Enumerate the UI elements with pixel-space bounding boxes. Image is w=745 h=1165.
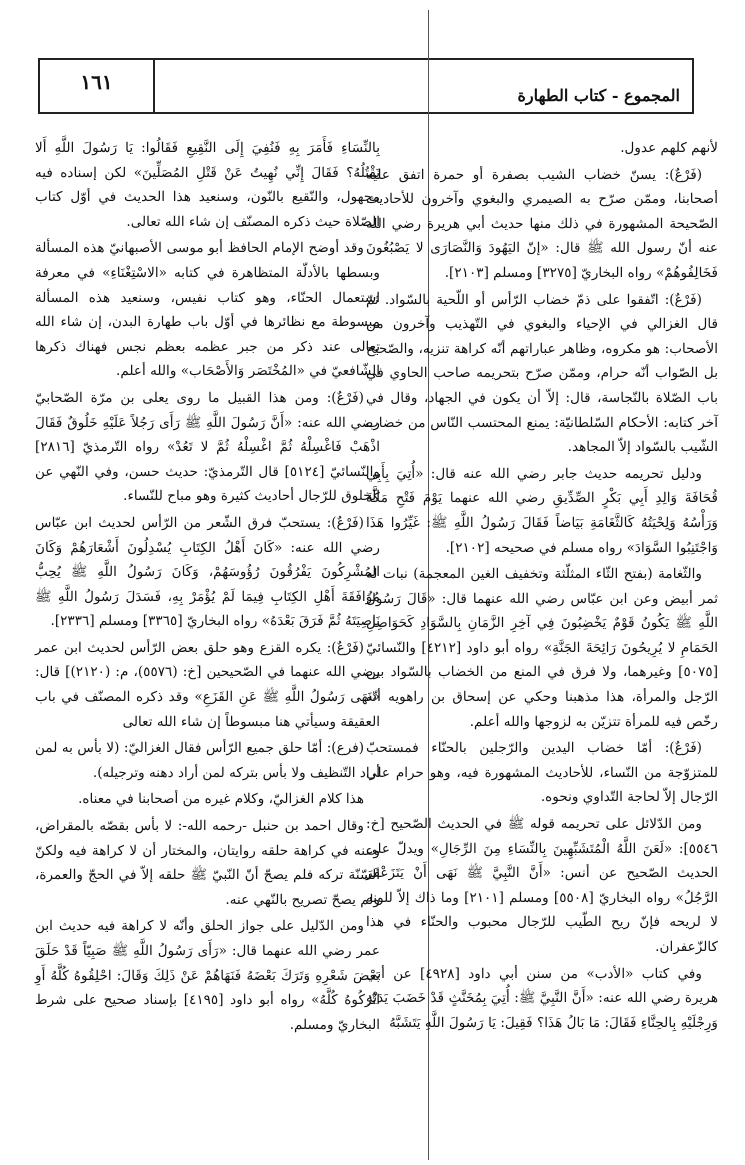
paragraph: (فَرْعٌ): يستحبّ فرق الشّعر من الرّأس لحديث ابن عبّاس رضي الله عنه: «كَانَ أَهْلُ الكِتَابِ يُسْدِلُونَ أَشْعَارَهُمْ وَكَانَ المُشْرِكُونَ يَفْرُقُونَ رُؤُوسَهُمْ، وَكَانَ رَسُولُ اللَّهِ ﷺ يُحِبُّ مُوَافَقَةَ أَهْلِ الكِتَابِ فِيمَا لَمْ يُؤْمَرْ بِهِ، فَسَدَلَ رَسُولُ اللَّهِ ﷺ نَاصِيَتَهُ ثُمَّ فَرَقَ بَعْدَهُ» رواه البخاريّ [٣٣٦٥] ومسلم [٢٣٣٦]. [35,514,380,630]
page-header [38,58,694,114]
paragraph: وقد أوضح الإمام الحافظ أبو موسى الأصبهانيّ هذه المسألة وبسطها بالأدلّة المتظاهرة في كتابه «الاسْتِغْنَاءِ» في معرفة استعمال الحنّاء، وهو كتاب نفيس، وسنعيد هذه المسألة مبسوطة مع نظائرها في أوّل باب طهارة البدن، إن شاء الله تعالى عند ذكر من جبر عظمه بعظم نجس فهناك ذكرها الشّافعيّ في «المُخْتَصَر وَالأَصْحَاب» والله أعلم. [35,240,380,380]
paragraph: (فَرْعٌ): يكره القزع وهو حلق بعض الرّأس لحديث ابن عمر رضي الله عنهما في الصّحيحين [خ: (٥٥٧٦)، م: (٢١٢٠)] قال: «نَهَى رَسُولُ اللَّهِ ﷺ عَنِ القَزَعِ» وقد ذكره المصنّف في باب العقيقة وسيأتي هنا مبسوطاً إن شاء الله تعالى [35,639,380,730]
paragraph: بِالنِّسَاءِ فَأَمَرَ بِهِ فَنُفِيَ إِلَى النَّقِيعِ فَقَالُوا: يَا رَسُولَ اللَّهِ أَلا نَقْتُلُهُ؟ فَقَالَ إِنِّي نُهِيتُ عَنْ قَتْلِ المُصَلِّينَ» لكن إسناده فيه مجهول، والنّقيع بالنّون، وسنعيد هذا الحديث في أوّل كتاب الصّلاة حيث ذكره المصنّف إن شاء الله تعالى. [35,140,380,230]
left-text-column [35,136,380,1039]
paragraph: (فَرْعٌ): اتّفقوا على ذمّ خضاب الرّأس أو اللّحية بالسّواد. ثمّ قال الغزالي في الإحياء والبغوي في التّهذيب وآخرون من الأصحاب: هو مكروه، وظاهر عباراتهم أنّه كراهة تنزيه، والصّحيح بل الصّواب أنّه حرام، وممّن صرّح بتحريمه صاحب الحاوي في باب الصّلاة بالنّجاسة، قال: إلاّ أن يكون في الجهاد، وقال في آخر كتابه: الأحكام السّلطانيّة: يمنع المحتسب النّاس من خضاب الشّيب بالسّواد إلاّ المجاهد. [366,291,718,456]
paragraph: (فرع): أمّا حلق جميع الرّأس فقال الغزاليّ: (لا بأس به لمن أراد التّنظيف ولا بأس بتركه لمن أراد دهنه وترجيله). [35,740,380,781]
paragraph: وقال احمد بن حنبل -رحمه الله-: لا بأس بقصّه بالمقراض، وعنه في كراهة حلقه روايتان، والمختار أن لا كراهة فيه ولكنّ السّنّة تركه فلم يصحّ أنّ النّبيّ ﷺ حلقه إلاّ في الحجّ والعمرة، ولم يصحّ تصريح بالنّهي عنه. [35,818,380,908]
paragraph: هذا كلام الغزاليّ، وكلام غيره من أصحابنا في معناه. [78,791,364,808]
paragraph: ومن الدّلائل على تحريمه قوله ﷺ في الحديث الصّحيح [خ: ٥٥٤٦]: «لَعَنَ اللَّهُ الْمُتَشَبِّهِينَ بِالنِّسَاءِ مِنَ الرِّجَالِ» ويدلّ على الحديث الصّحيح عن أنس: «أَنَّ النَّبِيَّ ﷺ نَهَى أَنْ يَتَزَعْفَرَ الرَّجُلُ» رواه البخاريّ [٥٥٠٨] ومسلم [٢١٠١] وما ذاك إلاّ للونه لا لريحه فإنّ ريح الطّيب للرّجال محبوب والحنّاء في هذا كالزّعفران. [366,816,718,955]
paragraph: (فَرْعٌ): يسنّ خضاب الشيب بصفرة أو حمرة اتفق عليه أصحابنا، وممّن صرّح به الصيمري والبغوي وآخرون للأحاديث الصّحيحة المشهورة في ذلك منها حديث أبي هريرة رضي الله عنه أنّ رسول الله ﷺ قال: «إنّ اليَهُودَ وَالنَّصَارَى لا يَصْبُغُونَ فَخَالِفُوهُمْ» رواه البخاريّ [٣٢٧٥] ومسلم [٢١٠٣]. [366,166,718,281]
paragraph: (فَرْعٌ): أمّا خضاب اليدين والرّجلين بالحنّاء فمستحبّ للمتزوّجة من النّساء، للأحاديث المشهورة فيه، وهو حرام على الرّجال إلاّ لحاجة التّداوي ونحوه. [366,740,718,806]
right-text-column [366,136,718,1037]
paragraph: وفي كتاب «الأدب» من سنن أبي داود [٤٩٢٨] عن أبي هريرة رضي الله عنه: «أَنَّ النَّبِيَّ ﷺ: أُتِيَ بِمُخَنَّثٍ قَدْ خَضَبَ يَدَيْهِ وَرِجْلَيْهِ بِالحِنَّاءِ فَقَالَ: مَا بَالُ هَذَا؟ فَقِيلَ: يَا رَسُولَ اللَّهِ يَتَشَبَّهُ [366,965,718,1031]
paragraph: (فَرْعٌ): ومن هذا القبيل ما روى يعلى بن مرّة الصّحابيّ رضي الله عنه: «أَنَّ رَسُولَ اللَّهِ ﷺ رَأَى رَجُلاً عَلَيْهِ خَلُوقٌ فَقَالَ اذْهَبْ فَاغْسِلْهُ ثُمَّ اغْسِلْهُ ثُمَّ لا تَعُدْ» رواه التّرمذيّ [٢٨١٦] والنّسائيّ [٥١٢٤] قال التّرمذيّ: حديث حسن، وفي النّهي عن الخلوق للرّجال أحاديث كثيرة وهو مباح للنّساء. [35,389,380,505]
header-divider [153,60,155,112]
running-title: المجموع - كتاب الطهارة [517,86,680,105]
paragraph: ودليل تحريمه حديث جابر رضي الله عنه قال: «أُتِيَ بِأَبِي قُحَافَةَ وَالِدِ أَبِي بَكْرٍ الصِّدِّيقِ رضي الله عنهما يَوْمَ فَتْحِ مَكَّةَ وَرَأْسُهُ وَلِحْيَتُهُ كَالثَّغَامَةِ بَيَاضاً فَقَالَ رَسُولُ اللَّهِ ﷺ: غَيِّرُوا هَذَا وَاجْتَنِبُوا السَّوَادَ» رواه مسلم في صحيحه [٢١٠٢]. [366,465,718,556]
paragraph: ومن الدّليل على جواز الحلق وأنّه لا كراهة فيه حديث ابن عمر رضي الله عنهما قال: «رَأَى رَسُولُ اللَّهِ ﷺ صَبِيّاً قَدْ حَلَقَ بَعْضَ شَعْرِهِ وَتَرَكَ بَعْضَهُ فَنَهَاهُمْ عَنْ ذَلِكَ وَقَالَ: احْلِقُوهُ كُلَّهُ أَوِ اتْرُكُوهُ كُلَّهُ» رواه أبو داود [٤١٩٥] بإسناد صحيح على شرط البخاريّ ومسلم. [35,918,380,1033]
paragraph: لأنهم كلهم عدول. [620,140,718,156]
page-number: ١٦١ [80,70,113,94]
paragraph: والثّغامة (بفتح الثّاء المثلّثة وتخفيف الغين المعجمة) نبات له ثمر أبيض وعن ابن عبّاس رضي الله عنهما قال: «قَالَ رَسُولُ اللَّهِ ﷺ يَكُونُ قَوْمٌ يَخْضِبُونَ فِي آخِرِ الزَّمَانِ بِالسَّوَادِ كَحَوَاصِلِ الحَمَامِ لا يُرِيحُونَ رَائِحَةَ الجَنَّةِ» رواه أبو داود [٤٢١٢] والنّسائيّ [٥٠٧٥] وغيرهما، ولا فرق في المنع من الخضاب بالسّواد بين الرّجل والمرأة، هذا مذهبنا وحكي عن إسحاق بن راهويه أنّه رخّص فيه للمرأة تتزيّن به لزوجها والله أعلم. [366,566,718,730]
